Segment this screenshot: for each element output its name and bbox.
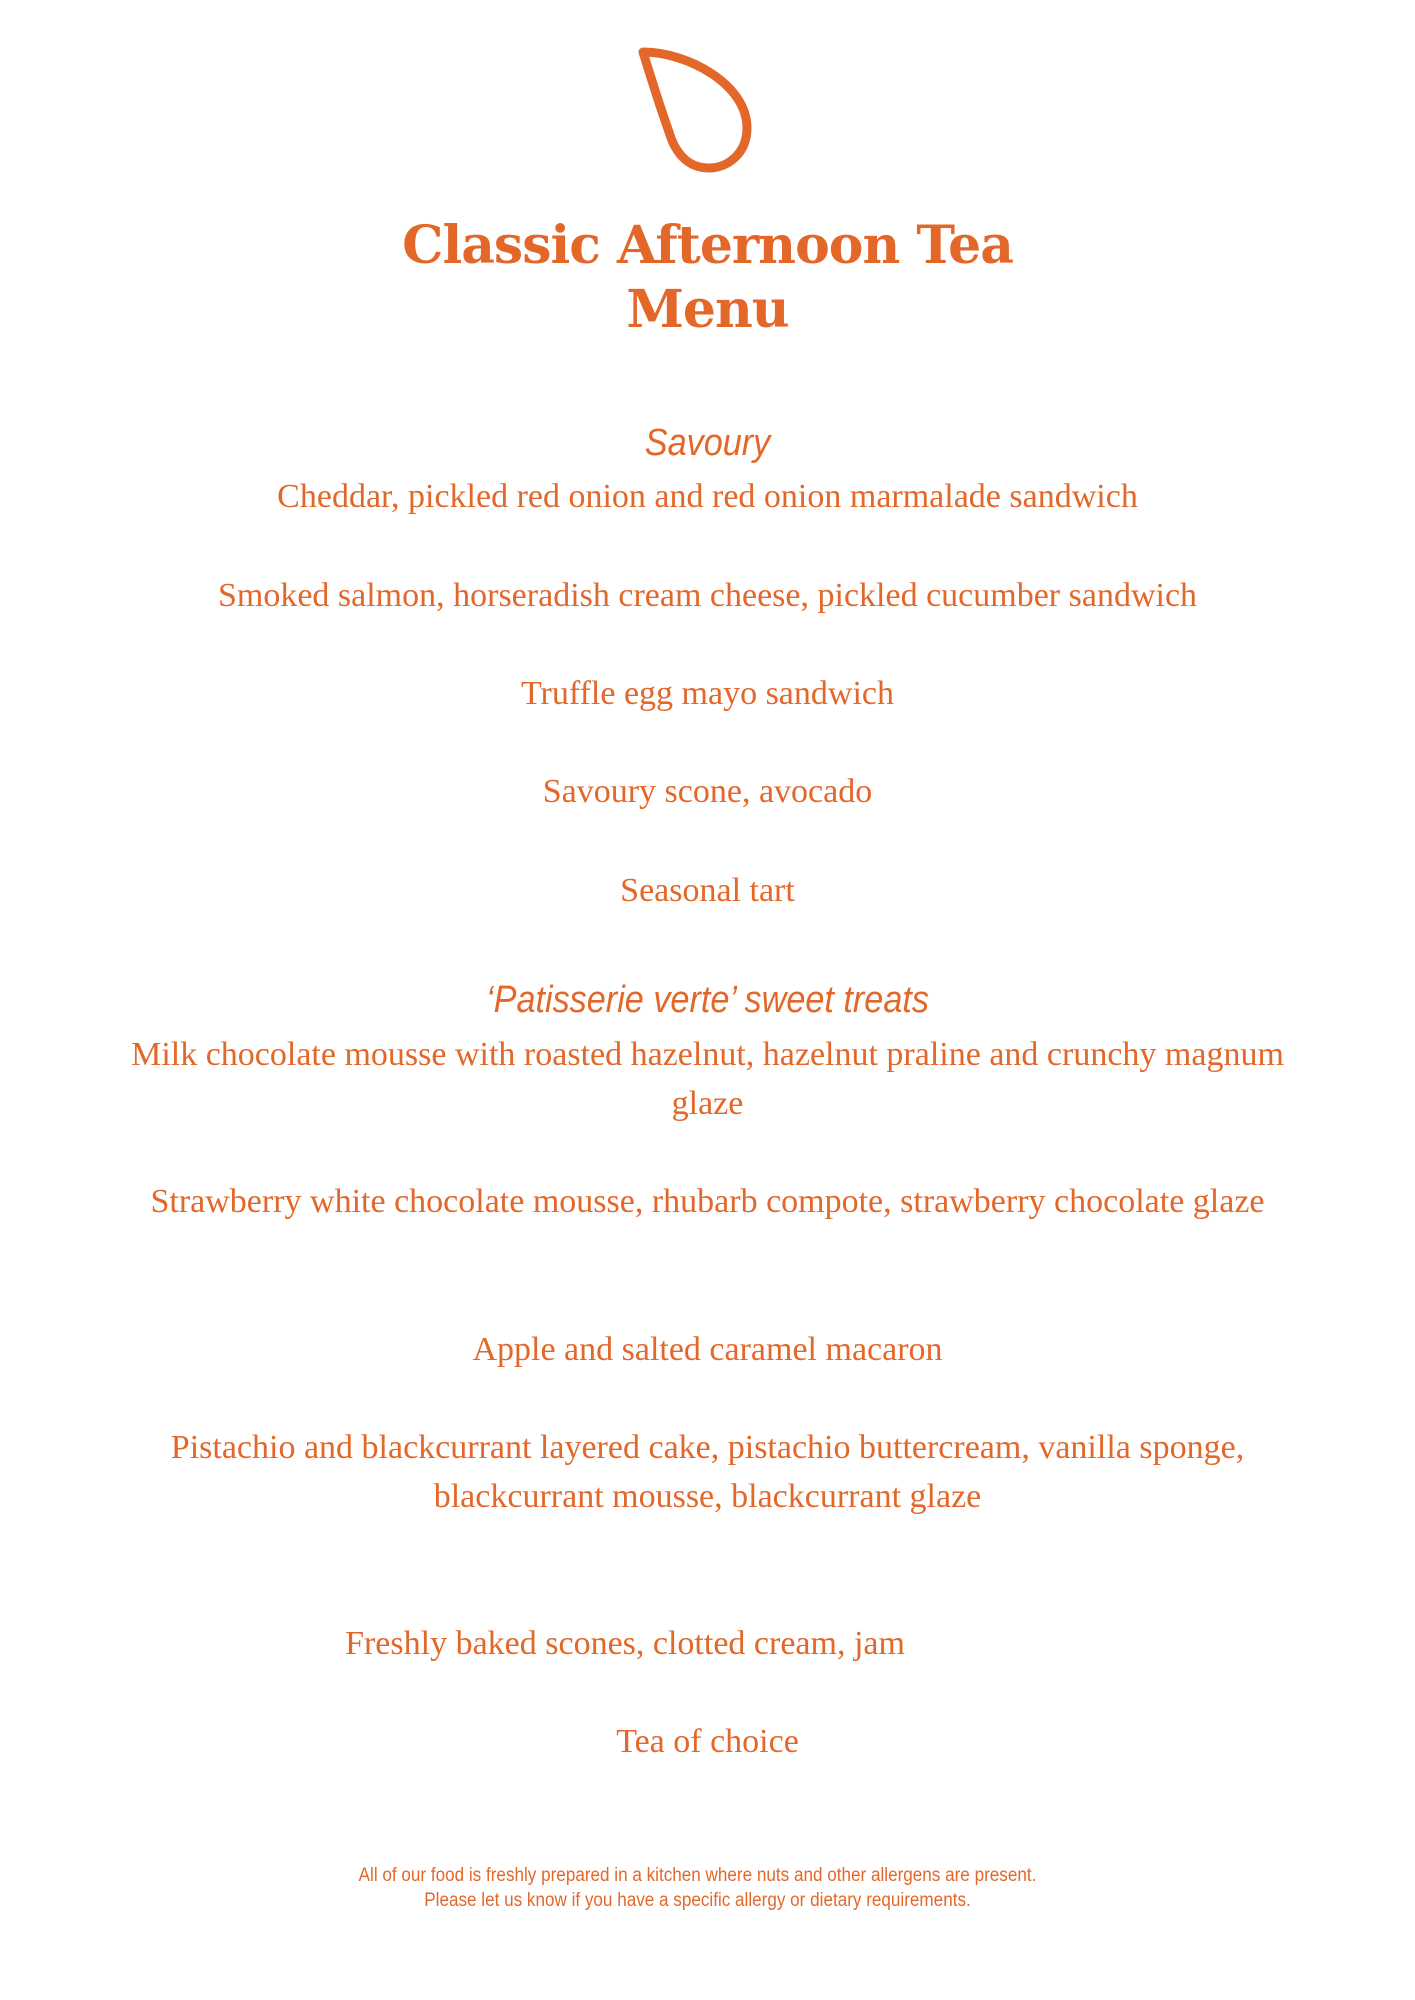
sweet-item: Strawberry white chocolate mousse, rhubarb compote, strawberry chocolate glaze	[150, 1183, 1265, 1220]
sweet-item: Pistachio and blackcurrant layered cake, pistachio buttercream, vanilla sponge, blackcurrant mousse, blackcurrant glaze	[170, 1429, 1245, 1515]
extras-item: Tea of choice	[616, 1723, 799, 1760]
sweet-item: Apple and salted caramel macaron	[472, 1331, 943, 1368]
title-line-1: Classic Afternoon Tea	[402, 215, 1013, 276]
sweet-treats-heading: ‘Patisserie verte’ sweet treats	[486, 979, 929, 1021]
savoury-item: Cheddar, pickled red onion and red onion marmalade sandwich	[277, 478, 1138, 515]
allergen-notice	[70, 1863, 1326, 1913]
savoury-item: Seasonal tart	[620, 872, 795, 909]
savoury-item: Smoked salmon, horseradish cream cheese, pickled cucumber sandwich	[217, 577, 1198, 614]
savoury-item: Truffle egg mayo sandwich	[520, 675, 894, 712]
savoury-item: Savoury scone, avocado	[542, 773, 873, 810]
savoury-heading: Savoury	[644, 422, 771, 464]
title-line-2: Menu	[626, 279, 789, 340]
drop-icon	[635, 44, 755, 176]
allergen-notice-line-1: All of our food is freshly prepared in a kitchen where nuts and other allergens are present.	[358, 1865, 1037, 1886]
sweet-item: Milk chocolate mousse with roasted hazelnut, hazelnut praline and crunchy magnum glaze	[131, 1036, 1284, 1122]
extras-item: Freshly baked scones, clotted cream, jam	[345, 1625, 905, 1662]
allergen-notice-line-2: Please let us know if you have a specific allergy or dietary requirements.	[424, 1890, 971, 1911]
page-title	[0, 214, 1415, 342]
